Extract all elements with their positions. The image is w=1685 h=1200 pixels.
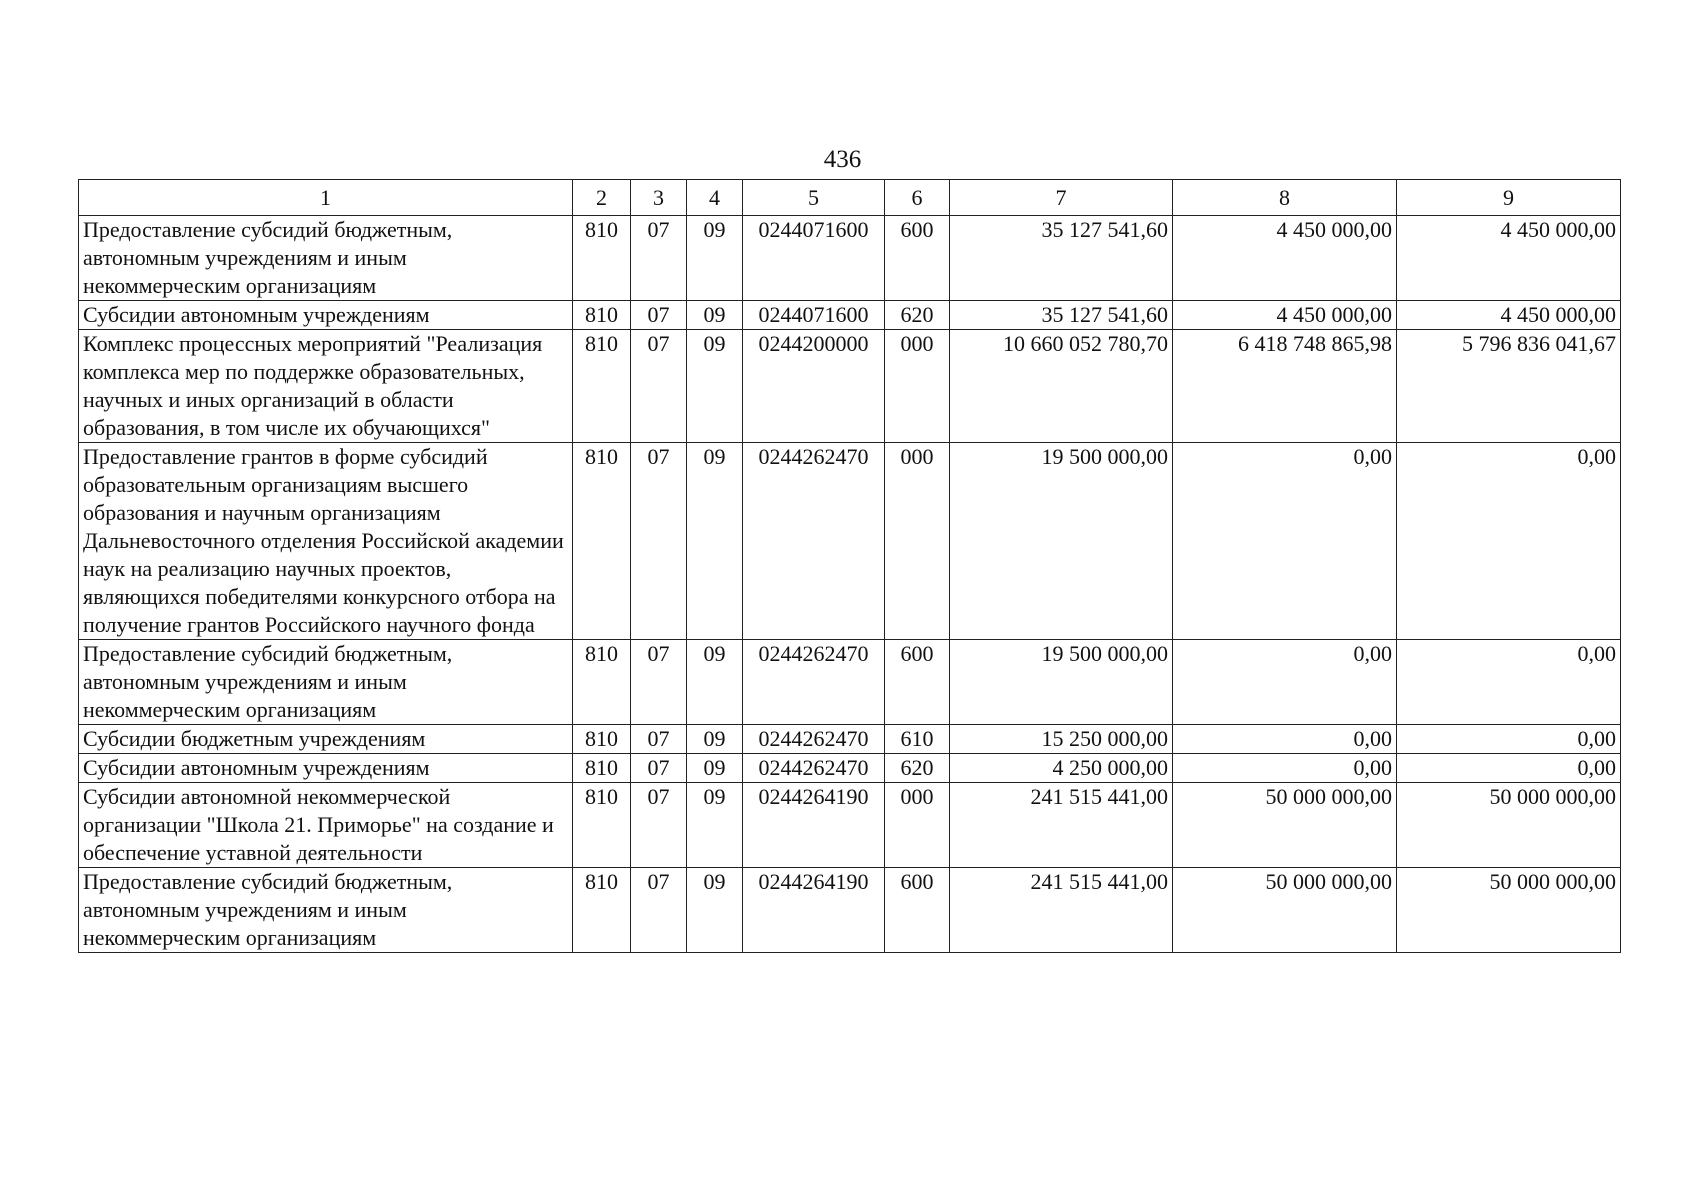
cell-amount-8: 50 000 000,00 [1173, 783, 1397, 868]
cell-ministry: 810 [573, 330, 631, 443]
cell-amount-8: 4 450 000,00 [1173, 216, 1397, 301]
cell-amount-8: 0,00 [1173, 640, 1397, 725]
cell-subsection: 09 [687, 443, 743, 640]
cell-target: 0244264190 [743, 868, 885, 953]
col-header: 8 [1173, 180, 1397, 216]
col-header: 2 [573, 180, 631, 216]
cell-subsection: 09 [687, 754, 743, 783]
cell-ministry: 810 [573, 868, 631, 953]
cell-amount-7: 15 250 000,00 [950, 725, 1173, 754]
cell-expense-type: 000 [885, 330, 950, 443]
col-header: 5 [743, 180, 885, 216]
cell-target: 0244264190 [743, 783, 885, 868]
cell-ministry: 810 [573, 301, 631, 330]
cell-amount-7: 4 250 000,00 [950, 754, 1173, 783]
row-name: Комплекс процессных мероприятий "Реализация комплекса мер по поддержке образовательных, научных и иных организаций в области образования, в том числе их обучающихся" [79, 330, 573, 443]
cell-amount-9: 50 000 000,00 [1397, 868, 1621, 953]
table-row [79, 725, 1621, 754]
cell-ministry: 810 [573, 216, 631, 301]
cell-expense-type: 600 [885, 640, 950, 725]
cell-amount-8: 0,00 [1173, 443, 1397, 640]
col-header: 4 [687, 180, 743, 216]
cell-expense-type: 000 [885, 443, 950, 640]
cell-amount-8: 50 000 000,00 [1173, 868, 1397, 953]
page-number: 436 [823, 146, 862, 173]
cell-amount-7: 19 500 000,00 [950, 640, 1173, 725]
cell-amount-7: 10 660 052 780,70 [950, 330, 1173, 443]
row-name: Предоставление субсидий бюджетным, автономным учреждениям и иным некоммерческим организациям [79, 868, 573, 953]
cell-ministry: 810 [573, 640, 631, 725]
cell-section: 07 [631, 301, 687, 330]
cell-amount-9: 4 450 000,00 [1397, 301, 1621, 330]
cell-section: 07 [631, 330, 687, 443]
cell-amount-8: 0,00 [1173, 725, 1397, 754]
row-name: Предоставление грантов в форме субсидий образовательным организациям высшего образования и научным организациям Дальневосточного отделения Российской академии наук на реализацию научных проектов, являющихся победителями конкурсного отбора на получение грантов Российского научного фонда [79, 443, 573, 640]
col-header: 1 [79, 180, 573, 216]
cell-ministry: 810 [573, 725, 631, 754]
cell-target: 0244071600 [743, 301, 885, 330]
row-name: Субсидии автономным учреждениям [79, 301, 573, 330]
cell-target: 0244262470 [743, 443, 885, 640]
cell-subsection: 09 [687, 301, 743, 330]
cell-section: 07 [631, 868, 687, 953]
row-name: Субсидии автономным учреждениям [79, 754, 573, 783]
cell-subsection: 09 [687, 330, 743, 443]
cell-subsection: 09 [687, 868, 743, 953]
cell-target: 0244262470 [743, 640, 885, 725]
cell-section: 07 [631, 216, 687, 301]
cell-subsection: 09 [687, 725, 743, 754]
table-row [79, 216, 1621, 301]
cell-amount-9: 0,00 [1397, 754, 1621, 783]
row-name: Субсидии автономной некоммерческой организации "Школа 21. Приморье" на создание и обеспечение уставной деятельности [79, 783, 573, 868]
col-header: 9 [1397, 180, 1621, 216]
cell-amount-8: 4 450 000,00 [1173, 301, 1397, 330]
cell-section: 07 [631, 754, 687, 783]
cell-subsection: 09 [687, 783, 743, 868]
cell-expense-type: 600 [885, 868, 950, 953]
table-row [79, 330, 1621, 443]
col-header: 3 [631, 180, 687, 216]
cell-amount-9: 50 000 000,00 [1397, 783, 1621, 868]
cell-ministry: 810 [573, 783, 631, 868]
cell-subsection: 09 [687, 640, 743, 725]
col-header: 6 [885, 180, 950, 216]
cell-amount-7: 35 127 541,60 [950, 216, 1173, 301]
header-row [79, 180, 1621, 216]
cell-amount-9: 5 796 836 041,67 [1397, 330, 1621, 443]
cell-amount-7: 241 515 441,00 [950, 783, 1173, 868]
row-name: Предоставление субсидий бюджетным, автономным учреждениям и иным некоммерческим организациям [79, 216, 573, 301]
cell-amount-9: 0,00 [1397, 640, 1621, 725]
cell-ministry: 810 [573, 443, 631, 640]
table-row [79, 443, 1621, 640]
cell-amount-7: 19 500 000,00 [950, 443, 1173, 640]
cell-amount-8: 0,00 [1173, 754, 1397, 783]
col-header: 7 [950, 180, 1173, 216]
cell-expense-type: 000 [885, 783, 950, 868]
cell-amount-9: 0,00 [1397, 443, 1621, 640]
table-row [79, 301, 1621, 330]
cell-expense-type: 610 [885, 725, 950, 754]
cell-amount-7: 241 515 441,00 [950, 868, 1173, 953]
cell-target: 0244071600 [743, 216, 885, 301]
cell-expense-type: 620 [885, 754, 950, 783]
cell-section: 07 [631, 725, 687, 754]
cell-target: 0244262470 [743, 725, 885, 754]
cell-target: 0244200000 [743, 330, 885, 443]
row-name: Предоставление субсидий бюджетным, автономным учреждениям и иным некоммерческим организациям [79, 640, 573, 725]
cell-section: 07 [631, 443, 687, 640]
table-row [79, 783, 1621, 868]
cell-subsection: 09 [687, 216, 743, 301]
cell-expense-type: 600 [885, 216, 950, 301]
cell-ministry: 810 [573, 754, 631, 783]
cell-amount-9: 0,00 [1397, 725, 1621, 754]
row-name: Субсидии бюджетным учреждениям [79, 725, 573, 754]
cell-amount-7: 35 127 541,60 [950, 301, 1173, 330]
cell-amount-9: 4 450 000,00 [1397, 216, 1621, 301]
budget-table [78, 179, 1621, 953]
table-row [79, 754, 1621, 783]
cell-expense-type: 620 [885, 301, 950, 330]
cell-target: 0244262470 [743, 754, 885, 783]
table-row [79, 640, 1621, 725]
cell-section: 07 [631, 783, 687, 868]
table-row [79, 868, 1621, 953]
cell-section: 07 [631, 640, 687, 725]
cell-amount-8: 6 418 748 865,98 [1173, 330, 1397, 443]
